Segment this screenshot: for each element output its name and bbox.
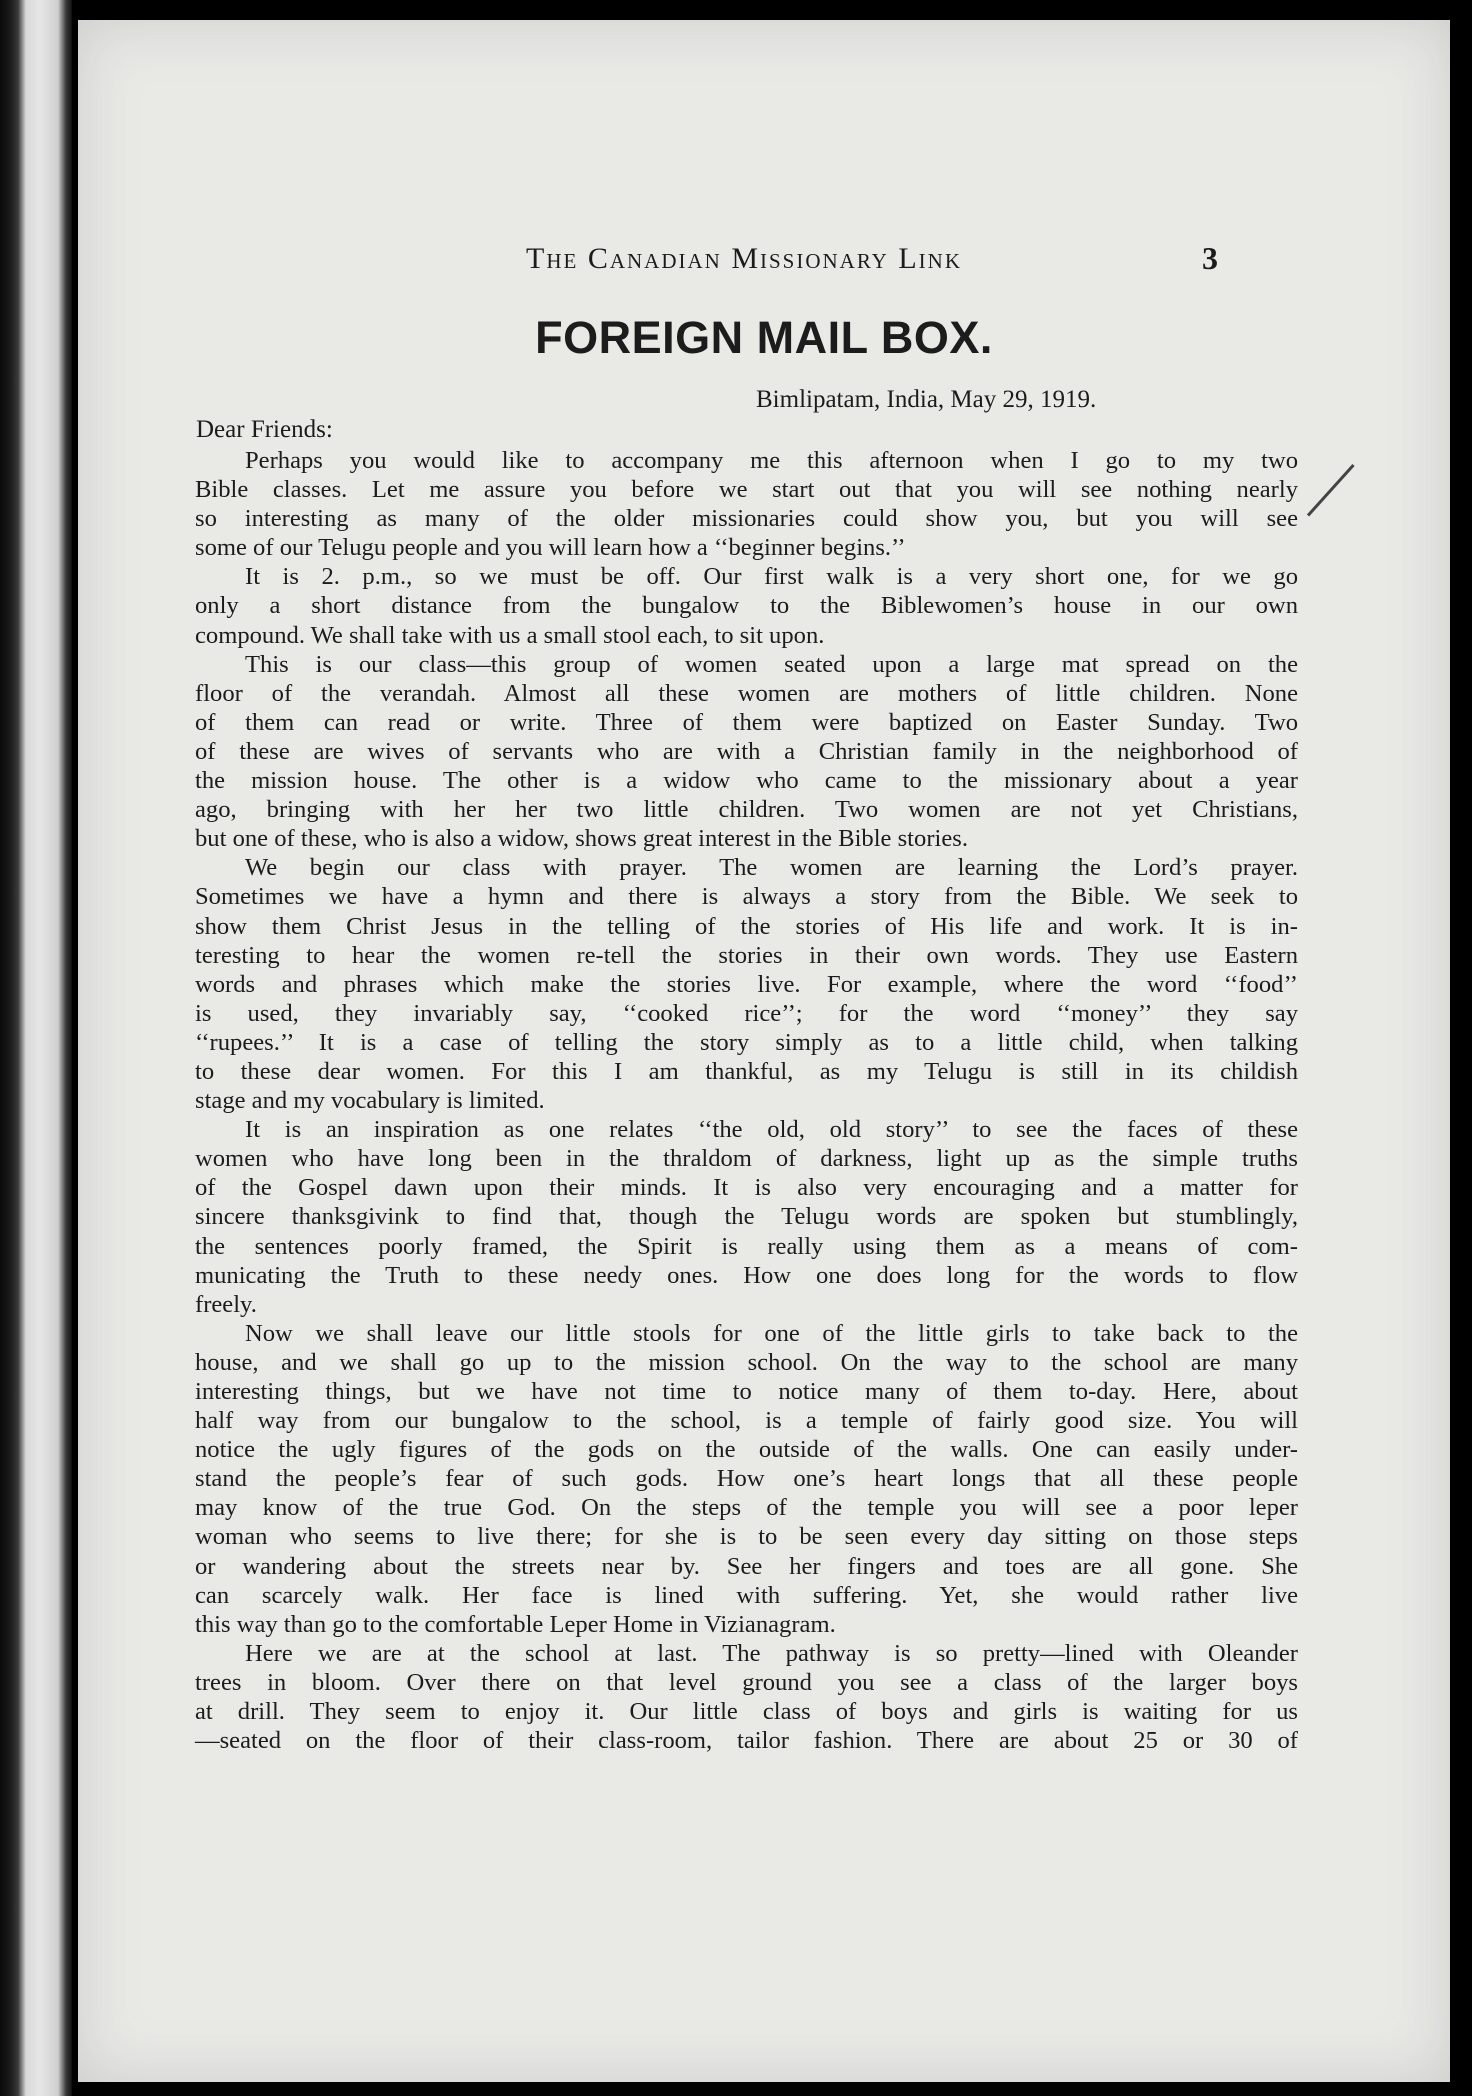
body-line: but one of these, who is also a widow, shows great interest in the Bible stories. <box>195 825 968 853</box>
body-line: of them can read or write. Three of them were baptized on Easter Sunday. Two <box>195 708 1298 736</box>
body-line: Sometimes we have a hymn and there is always a story from the Bible. We seek to <box>195 883 1298 911</box>
body-paragraph <box>195 853 1298 1115</box>
body-line: Here we are at the school at last. The pathway is so pretty—lined with Oleander <box>245 1639 1298 1667</box>
body-line: trees in bloom. Over there on that level ground you see a class of the larger boys <box>195 1668 1298 1696</box>
dateline: Bimlipatam, India, May 29, 1919. <box>756 386 1097 413</box>
body-line: interesting things, but we have not time to notice many of them to-day. Here, about <box>195 1378 1298 1405</box>
body-line: to these dear women. For this I am thankful, as my Telugu is still in its childish <box>195 1057 1298 1085</box>
body-line: ago, bringing with her her two little children. Two women are not yet Christians, <box>195 796 1298 824</box>
body-line: municating the Truth to these needy ones. How one does long for the words to flow <box>195 1261 1298 1289</box>
body-line: at drill. They seem to enjoy it. Our little class of boys and girls is waiting for us <box>195 1698 1298 1726</box>
body-line: teresting to hear the women re-tell the stories in their own words. They use Eastern <box>195 941 1298 969</box>
body-line: stage and my vocabulary is limited. <box>195 1087 545 1115</box>
body-line: the mission house. The other is a widow who came to the missionary about a year <box>195 767 1298 795</box>
body-line: this way than go to the comfortable Leper Home in Vizianagram. <box>195 1610 836 1638</box>
body-paragraph <box>195 1115 1298 1319</box>
article-body <box>195 446 1298 1755</box>
magazine-page <box>78 20 1450 2082</box>
body-line: Bible classes. Let me assure you before we start out that you will see nothing nearly <box>195 476 1298 504</box>
body-line: It is 2. p.m., so we must be off. Our first walk is a very short one, for we go <box>245 563 1298 591</box>
body-line: woman who seems to live there; for she is to be seen every day sitting on those steps <box>195 1523 1298 1551</box>
body-line: some of our Telugu people and you will learn how a ‘‘beginner begins.’’ <box>195 534 906 562</box>
body-line: so interesting as many of the older missionaries could show you, but you will see <box>195 505 1298 533</box>
body-line: is used, they invariably say, ‘‘cooked rice’’; for the word ‘‘money’’ they say <box>195 999 1298 1027</box>
body-line: Now we shall leave our little stools for one of the little girls to take back to the <box>245 1319 1298 1347</box>
body-line: floor of the verandah. Almost all these women are mothers of little children. None <box>195 679 1298 707</box>
binding-edge <box>0 0 72 2096</box>
article-title: FOREIGN MAIL BOX. <box>535 312 993 363</box>
running-title: The Canadian Missionary Link <box>526 242 962 275</box>
body-paragraph <box>195 446 1298 562</box>
body-line: ‘‘rupees.’’ It is a case of telling the story simply as to a little child, when talking <box>195 1028 1298 1056</box>
body-paragraph <box>195 562 1298 649</box>
body-line: words and phrases which make the stories live. For example, where the word ‘‘food’’ <box>195 970 1298 998</box>
page-number: 3 <box>1202 240 1218 276</box>
body-line: —seated on the floor of their class-room, tailor fashion. There are about 25 or 30 of <box>195 1727 1298 1755</box>
body-line: half way from our bungalow to the school, is a temple of fairly good size. You will <box>195 1407 1298 1435</box>
body-line: stand the people’s fear of such gods. How one’s heart longs that all these people <box>195 1465 1298 1493</box>
body-paragraph <box>195 650 1298 854</box>
body-line: of the Gospel dawn upon their minds. It is also very encouraging and a matter for <box>195 1174 1298 1202</box>
body-line: the sentences poorly framed, the Spirit is really using them as a means of com- <box>195 1232 1298 1260</box>
body-paragraph <box>195 1319 1298 1639</box>
body-line: This is our class—this group of women seated upon a large mat spread on the <box>245 650 1298 678</box>
body-line: can scarcely walk. Her face is lined with suffering. Yet, she would rather live <box>195 1581 1298 1609</box>
body-line: only a short distance from the bungalow to the Biblewomen’s house in our own <box>195 592 1298 620</box>
body-line: house, and we shall go up to the mission school. On the way to the school are many <box>195 1348 1298 1376</box>
body-line: freely. <box>195 1290 257 1318</box>
body-line: We begin our class with prayer. The women are learning the Lord’s prayer. <box>245 854 1298 882</box>
body-line: women who have long been in the thraldom of darkness, light up as the simple truths <box>195 1145 1298 1173</box>
body-line: It is an inspiration as one relates ‘‘the old, old story’’ to see the faces of these <box>245 1116 1298 1144</box>
body-line: notice the ugly figures of the gods on the outside of the walls. One can easily under- <box>195 1436 1298 1464</box>
body-line: sincere thanksgivink to find that, though the Telugu words are spoken but stumblingly, <box>195 1203 1298 1231</box>
body-line: Perhaps you would like to accompany me this afternoon when I go to my two <box>245 447 1298 474</box>
pencil-mark <box>1307 464 1355 517</box>
body-line: show them Christ Jesus in the telling of the stories of His life and work. It is in- <box>195 912 1298 940</box>
body-paragraph <box>195 1639 1298 1755</box>
salutation: Dear Friends: <box>196 416 333 443</box>
body-line: compound. We shall take with us a small stool each, to sit upon. <box>195 621 825 649</box>
running-header <box>78 242 1450 276</box>
body-line: or wandering about the streets near by. See her fingers and toes are all gone. She <box>195 1552 1298 1580</box>
body-line: may know of the true God. On the steps of the temple you will see a poor leper <box>195 1494 1298 1522</box>
body-line: of these are wives of servants who are with a Christian family in the neighborhood of <box>195 737 1298 765</box>
